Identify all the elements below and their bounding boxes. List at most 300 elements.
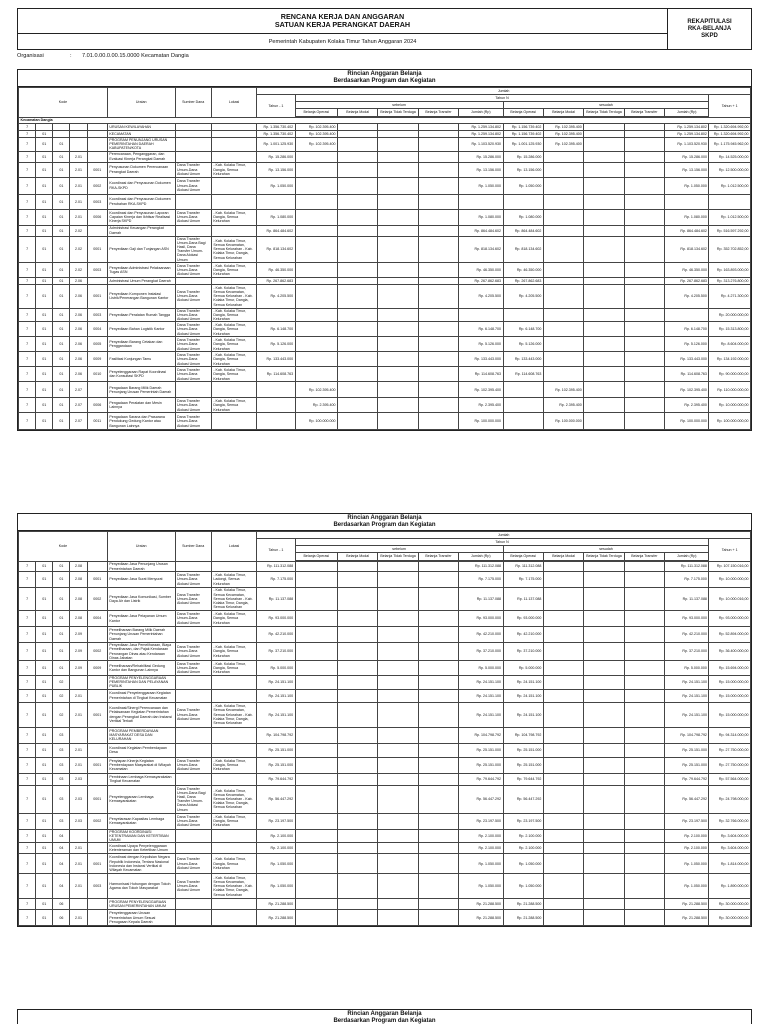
cell-belanja-modal bbox=[338, 757, 378, 773]
cell-kode-3: 04 bbox=[53, 874, 70, 899]
cell-belanja-transfer bbox=[418, 162, 458, 177]
cell-belanja-operasi-sesudah: Rp. 42.210.000 bbox=[503, 627, 543, 643]
cell-belanja-transfer bbox=[418, 236, 458, 262]
cell-kode-4: 2.01 bbox=[70, 854, 87, 874]
cell-sumber-dana bbox=[175, 277, 211, 284]
cell-kode-3: 01 bbox=[53, 277, 70, 284]
cell-tahun-plus1: Rp. 3.604.000,00 bbox=[709, 829, 751, 843]
col-tahun-min1: Tahun - 1 bbox=[257, 95, 295, 118]
col-jumlah-rp-sesudah: Jumlah (Rp) bbox=[665, 109, 709, 117]
cell-belanja-operasi bbox=[295, 899, 337, 910]
cell-belanja-modal-sesudah bbox=[543, 177, 583, 194]
cell-belanja-transfer bbox=[418, 676, 458, 690]
cell-belanja-operasi-sesudah: Rp. 7.175.000 bbox=[503, 572, 543, 588]
cell-belanja-transfer bbox=[418, 225, 458, 236]
cell-belanja-modal-sesudah bbox=[543, 572, 583, 588]
col-jumlah: Jumlah bbox=[257, 88, 751, 95]
cell-belanja-operasi-sesudah bbox=[503, 308, 543, 322]
cell-belanja-tidak-terduga bbox=[378, 757, 418, 773]
cell-uraian: Fasilitasi Kunjungan Tamu bbox=[107, 352, 175, 367]
group-label: Kecamatan Dangia bbox=[19, 118, 751, 124]
cell-jumlah-rp-sesudah: Rp. 79.644.792 bbox=[665, 773, 709, 785]
cell-belanja-operasi bbox=[295, 562, 337, 572]
cell-tahun-min1: Rp. 79.644.792 bbox=[257, 773, 295, 785]
cell-belanja-transfer-sesudah bbox=[624, 177, 664, 194]
cell-kode-2: 01 bbox=[36, 209, 53, 225]
cell-belanja-tidak-terduga-sesudah bbox=[584, 702, 624, 727]
table-row bbox=[19, 874, 751, 899]
cell-tahun-plus1: Rp. 110.000.000,00 bbox=[709, 382, 751, 398]
cell-kode-2: 01 bbox=[36, 854, 53, 874]
col-sesudah: sesudah bbox=[503, 102, 709, 109]
cell-kode-1: 7 bbox=[19, 284, 36, 308]
cell-kode-3: 01 bbox=[53, 661, 70, 676]
cell-belanja-modal bbox=[338, 225, 378, 236]
col-sesudah: sesudah bbox=[503, 546, 709, 553]
cell-jumlah-rp-sesudah: Rp. 21.288.500 bbox=[665, 910, 709, 926]
cell-tahun-plus1: Rp. 15.313.800,00 bbox=[709, 322, 751, 337]
cell-kode-5: 0003 bbox=[87, 874, 107, 899]
cell-kode-5 bbox=[87, 676, 107, 690]
cell-tahun-plus1: Rp. 36.400.000,00 bbox=[709, 643, 751, 661]
cell-kode-1: 7 bbox=[19, 151, 36, 162]
table-row bbox=[19, 627, 751, 643]
cell-tahun-min1: Rp. 23.197.500 bbox=[257, 813, 295, 829]
header-subtitle: Pemerintah Kabupaten Kolaka Timur Tahun Anggaran 2024 bbox=[268, 38, 417, 45]
cell-kode-2: 01 bbox=[36, 131, 53, 138]
cell-kode-2: 01 bbox=[36, 727, 53, 743]
cell-kode-2: 01 bbox=[36, 284, 53, 308]
table-row bbox=[19, 413, 751, 430]
cell-tahun-plus1: Rp. 30.000.000,00 bbox=[709, 899, 751, 910]
cell-kode-2: 01 bbox=[36, 367, 53, 382]
cell-jumlah-rp: Rp. 1.259.134.802 bbox=[459, 131, 503, 138]
col-belanja-transfer: Belanja Transfer bbox=[418, 109, 458, 117]
cell-jumlah-rp-sesudah: Rp. 100.000.000 bbox=[665, 413, 709, 430]
cell-belanja-transfer-sesudah bbox=[624, 643, 664, 661]
cell-tahun-plus1: Rp. 52.894.000,00 bbox=[709, 627, 751, 643]
cell-belanja-tidak-terduga bbox=[378, 413, 418, 430]
cell-lokasi: - Kab. Kolaka Timur, Dangia, Semua Kelurahan bbox=[211, 813, 256, 829]
cell-kode-2: 01 bbox=[36, 813, 53, 829]
cell-belanja-tidak-terduga-sesudah bbox=[584, 874, 624, 899]
cell-lokasi: - Kab. Kolaka Timur, Dangia, Semua Kelurahan bbox=[211, 209, 256, 225]
cell-belanja-tidak-terduga-sesudah bbox=[584, 757, 624, 773]
header-title-line-2: SATUAN KERJA PERANGKAT DAERAH bbox=[274, 20, 411, 29]
cell-jumlah-rp: Rp. 2.100.000 bbox=[459, 829, 503, 843]
cell-belanja-transfer-sesudah bbox=[624, 773, 664, 785]
col-belanja-tidak-terduga: Belanja Tidak Terduga bbox=[378, 109, 418, 117]
col-tahun-plus1: Tahun + 1 bbox=[709, 95, 751, 118]
cell-kode-1: 7 bbox=[19, 413, 36, 430]
cell-kode-3: 03 bbox=[53, 727, 70, 743]
cell-belanja-tidak-terduga-sesudah bbox=[584, 209, 624, 225]
cell-kode-1: 7 bbox=[19, 322, 36, 337]
cell-jumlah-rp: Rp. 1.050.000 bbox=[459, 854, 503, 874]
cell-belanja-operasi-sesudah: Rp. 21.288.500 bbox=[503, 910, 543, 926]
cell-belanja-tidak-terduga bbox=[378, 813, 418, 829]
cell-belanja-modal bbox=[338, 689, 378, 702]
cell-lokasi bbox=[211, 689, 256, 702]
cell-belanja-operasi-sesudah: Rp. 6.148.700 bbox=[503, 322, 543, 337]
cell-tahun-min1: Rp. 2.100.000 bbox=[257, 829, 295, 843]
cell-jumlah-rp-sesudah: Rp. 15.286.000 bbox=[665, 151, 709, 162]
cell-belanja-transfer-sesudah bbox=[624, 676, 664, 690]
cell-belanja-operasi-sesudah: Rp. 2.100.000 bbox=[503, 843, 543, 854]
cell-jumlah-rp: Rp. 2.395.400 bbox=[459, 398, 503, 413]
cell-uraian: Pemeliharaan Barang Milik Daerah Penunjang Urusan Pemerintahan Daerah bbox=[107, 627, 175, 643]
cell-belanja-operasi-sesudah: Rp. 114.608.763 bbox=[503, 367, 543, 382]
cell-kode-3: 02 bbox=[53, 702, 70, 727]
cell-kode-5: 0009 bbox=[87, 661, 107, 676]
cell-belanja-tidak-terduga bbox=[378, 151, 418, 162]
cell-kode-3: 01 bbox=[53, 611, 70, 627]
cell-belanja-transfer-sesudah bbox=[624, 308, 664, 322]
cell-belanja-modal-sesudah bbox=[543, 829, 583, 843]
cell-belanja-tidak-terduga-sesudah bbox=[584, 367, 624, 382]
cell-kode-3: 01 bbox=[53, 177, 70, 194]
cell-belanja-modal bbox=[338, 910, 378, 926]
cell-tahun-plus1: Rp. 93.000.000,00 bbox=[709, 611, 751, 627]
cell-tahun-min1: Rp. 24.151.100 bbox=[257, 702, 295, 727]
cell-tahun-plus1: Rp. 1.814.000,00 bbox=[709, 854, 751, 874]
cell-jumlah-rp-sesudah: Rp. 1.050.000 bbox=[665, 874, 709, 899]
cell-kode-3: 01 bbox=[53, 398, 70, 413]
cell-belanja-modal-sesudah bbox=[543, 337, 583, 352]
cell-jumlah-rp: Rp. 37.210.000 bbox=[459, 643, 503, 661]
table-row bbox=[19, 262, 751, 277]
cell-jumlah-rp-sesudah: Rp. 93.000.000 bbox=[665, 611, 709, 627]
cell-belanja-transfer bbox=[418, 367, 458, 382]
cell-kode-4 bbox=[70, 131, 87, 138]
cell-lokasi bbox=[211, 676, 256, 690]
cell-kode-4: 2.01 bbox=[70, 757, 87, 773]
cell-lokasi bbox=[211, 829, 256, 843]
col-belanja-tidak-terduga-sesudah: Belanja Tidak Terduga bbox=[584, 553, 624, 561]
cell-tahun-min1: Rp. 5.000.000 bbox=[257, 661, 295, 676]
cell-uraian: Koordinasi Kegiatan Pemberdayaan Desa bbox=[107, 743, 175, 757]
cell-sumber-dana bbox=[175, 829, 211, 843]
cell-kode-3: 01 bbox=[53, 382, 70, 398]
cell-belanja-modal bbox=[338, 773, 378, 785]
cell-kode-3: 06 bbox=[53, 899, 70, 910]
cell-kode-4: 2.09 bbox=[70, 627, 87, 643]
cell-kode-4: 2.01 bbox=[70, 151, 87, 162]
cell-belanja-tidak-terduga bbox=[378, 727, 418, 743]
cell-tahun-plus1: Rp. 134.192.000,00 bbox=[709, 352, 751, 367]
cell-sumber-dana: Dana Transfer Umum-Dana Alokasi Umum bbox=[175, 643, 211, 661]
cell-jumlah-rp-sesudah: Rp. 102.395.400 bbox=[665, 382, 709, 398]
table-row bbox=[19, 308, 751, 322]
cell-belanja-modal bbox=[338, 874, 378, 899]
cell-belanja-tidak-terduga bbox=[378, 124, 418, 131]
cell-belanja-tidak-terduga-sesudah bbox=[584, 899, 624, 910]
cell-belanja-modal bbox=[338, 702, 378, 727]
table-row bbox=[19, 843, 751, 854]
cell-belanja-operasi-sesudah: Rp. 24.151.100 bbox=[503, 676, 543, 690]
table-row bbox=[19, 398, 751, 413]
cell-belanja-transfer bbox=[418, 910, 458, 926]
section-title bbox=[18, 514, 751, 531]
cell-tahun-min1: Rp. 1.050.000 bbox=[257, 874, 295, 899]
cell-belanja-operasi bbox=[295, 643, 337, 661]
cell-tahun-plus1: Rp. 15.694.000,00 bbox=[709, 661, 751, 676]
cell-tahun-plus1: Rp. 27.750.000,00 bbox=[709, 743, 751, 757]
cell-kode-2: 01 bbox=[36, 413, 53, 430]
cell-kode-4 bbox=[70, 899, 87, 910]
cell-belanja-modal bbox=[338, 308, 378, 322]
cell-belanja-modal-sesudah bbox=[543, 236, 583, 262]
cell-belanja-transfer-sesudah bbox=[624, 689, 664, 702]
cell-kode-5: 0009 bbox=[87, 352, 107, 367]
cell-belanja-modal-sesudah bbox=[543, 676, 583, 690]
cell-belanja-tidak-terduga-sesudah bbox=[584, 413, 624, 430]
cell-kode-1: 7 bbox=[19, 702, 36, 727]
cell-kode-2: 01 bbox=[36, 785, 53, 813]
cell-sumber-dana: Dana Transfer Umum-Dana Alokasi Umum bbox=[175, 262, 211, 277]
cell-kode-1: 7 bbox=[19, 661, 36, 676]
cell-belanja-tidak-terduga-sesudah bbox=[584, 277, 624, 284]
table-row bbox=[19, 367, 751, 382]
cell-belanja-modal-sesudah bbox=[543, 277, 583, 284]
cell-belanja-operasi-sesudah: Rp. 79.644.792 bbox=[503, 773, 543, 785]
cell-tahun-min1: Rp. 24.151.100 bbox=[257, 676, 295, 690]
cell-kode-3: 01 bbox=[53, 322, 70, 337]
table-row bbox=[19, 236, 751, 262]
cell-belanja-modal-sesudah bbox=[543, 588, 583, 611]
cell-belanja-modal bbox=[338, 194, 378, 209]
cell-kode-3: 03 bbox=[53, 773, 70, 785]
cell-kode-1: 7 bbox=[19, 643, 36, 661]
cell-belanja-operasi-sesudah: Rp. 818.134.602 bbox=[503, 236, 543, 262]
cell-kode-2: 01 bbox=[36, 138, 53, 152]
cell-jumlah-rp-sesudah bbox=[665, 194, 709, 209]
cell-kode-5 bbox=[87, 124, 107, 131]
cell-belanja-modal-sesudah bbox=[543, 209, 583, 225]
organisasi-value: 7.01.0.00.0.00.15.0000 Kecamatan Dangia bbox=[82, 53, 189, 59]
cell-tahun-plus1: Rp. 3.604.000,00 bbox=[709, 843, 751, 854]
cell-kode-3: 01 bbox=[53, 236, 70, 262]
cell-belanja-transfer-sesudah bbox=[624, 162, 664, 177]
cell-belanja-tidak-terduga bbox=[378, 225, 418, 236]
cell-belanja-modal-sesudah: Rp. 100.000.000 bbox=[543, 413, 583, 430]
cell-uraian: Koordinasi Upaya Penyelenggaraan Ketenteraman dan Ketertiban Umum bbox=[107, 843, 175, 854]
cell-lokasi bbox=[211, 413, 256, 430]
cell-belanja-tidak-terduga-sesudah bbox=[584, 562, 624, 572]
cell-belanja-operasi-sesudah: Rp. 15.286.000 bbox=[503, 151, 543, 162]
cell-tahun-plus1: Rp. 90.000.000,00 bbox=[709, 367, 751, 382]
cell-belanja-modal bbox=[338, 284, 378, 308]
cell-kode-5 bbox=[87, 829, 107, 843]
cell-belanja-tidak-terduga-sesudah bbox=[584, 843, 624, 854]
table-row bbox=[19, 209, 751, 225]
cell-uraian: Pengadaan Barang Milik Daerah Penunjang Urusan Pemerintah Daerah bbox=[107, 382, 175, 398]
cell-lokasi: - Kab. Kolaka Timur, Dangia, Semua Kelurahan bbox=[211, 611, 256, 627]
cell-belanja-modal bbox=[338, 124, 378, 131]
cell-kode-2: 01 bbox=[36, 829, 53, 843]
cell-belanja-transfer bbox=[418, 131, 458, 138]
cell-belanja-modal bbox=[338, 352, 378, 367]
cell-belanja-tidak-terduga bbox=[378, 562, 418, 572]
cell-belanja-modal-sesudah bbox=[543, 562, 583, 572]
section-title bbox=[18, 1010, 751, 1024]
cell-jumlah-rp-sesudah: Rp. 24.151.100 bbox=[665, 676, 709, 690]
cell-jumlah-rp: Rp. 5.000.000 bbox=[459, 661, 503, 676]
cell-belanja-transfer-sesudah bbox=[624, 785, 664, 813]
cell-belanja-transfer-sesudah bbox=[624, 572, 664, 588]
cell-jumlah-rp: Rp. 42.210.000 bbox=[459, 627, 503, 643]
cell-kode-3: 01 bbox=[53, 225, 70, 236]
cell-jumlah-rp-sesudah: Rp. 6.148.700 bbox=[665, 322, 709, 337]
cell-tahun-plus1: Rp. 4.271.300,00 bbox=[709, 284, 751, 308]
cell-lokasi: - Kab. Kolaka Timur, Dangia, Semua Kelurahan bbox=[211, 757, 256, 773]
cell-uraian: Penyediaan Jasa Pelayanan Umum Kantor bbox=[107, 611, 175, 627]
cell-sumber-dana: Dana Transfer Umum-Dana Alokasi Umum bbox=[175, 813, 211, 829]
table-row bbox=[19, 277, 751, 284]
cell-kode-2: 01 bbox=[36, 676, 53, 690]
cell-belanja-operasi bbox=[295, 151, 337, 162]
cell-belanja-transfer-sesudah bbox=[624, 727, 664, 743]
cell-lokasi: - Kab. Kolaka Timur, Dangia, Semua Kelurahan bbox=[211, 308, 256, 322]
cell-lokasi bbox=[211, 177, 256, 194]
cell-sumber-dana bbox=[175, 562, 211, 572]
table-row bbox=[19, 689, 751, 702]
cell-kode-1: 7 bbox=[19, 398, 36, 413]
cell-tahun-min1: Rp. 2.100.000 bbox=[257, 843, 295, 854]
cell-belanja-operasi bbox=[295, 785, 337, 813]
cell-jumlah-rp: Rp. 1.259.134.802 bbox=[459, 124, 503, 131]
cell-sumber-dana: Dana Transfer Umum-Dana Alokasi Umum bbox=[175, 177, 211, 194]
cell-belanja-operasi-sesudah: Rp. 5.126.000 bbox=[503, 337, 543, 352]
cell-tahun-plus1: Rp. 94.314.000,00 bbox=[709, 727, 751, 743]
cell-belanja-modal-sesudah: Rp. 2.395.400 bbox=[543, 398, 583, 413]
cell-kode-1: 7 bbox=[19, 627, 36, 643]
col-lokasi: Lokasi bbox=[211, 532, 256, 562]
cell-belanja-transfer bbox=[418, 689, 458, 702]
cell-jumlah-rp bbox=[459, 194, 503, 209]
cell-kode-1: 7 bbox=[19, 813, 36, 829]
cell-sumber-dana: Dana Transfer Umum-Dana Alokasi Umum bbox=[175, 322, 211, 337]
cell-belanja-operasi-sesudah: Rp. 864.484.602 bbox=[503, 225, 543, 236]
cell-tahun-plus1: Rp. 516.597.292,00 bbox=[709, 225, 751, 236]
cell-belanja-tidak-terduga-sesudah bbox=[584, 177, 624, 194]
cell-tahun-min1: Rp. 1.356.730.402 bbox=[257, 124, 295, 131]
cell-kode-5: 0001 bbox=[87, 785, 107, 813]
table-row bbox=[19, 661, 751, 676]
cell-tahun-min1: Rp. 1.356.730.402 bbox=[257, 131, 295, 138]
table-row bbox=[19, 702, 751, 727]
cell-uraian: Penyediaan Jasa Penunjang Urusan Pemerintahan Daerah bbox=[107, 562, 175, 572]
cell-kode-1: 7 bbox=[19, 773, 36, 785]
cell-lokasi bbox=[211, 124, 256, 131]
cell-belanja-operasi-sesudah: Rp. 1.001.125.930 bbox=[503, 138, 543, 152]
cell-kode-4: 2.08 bbox=[70, 562, 87, 572]
cell-belanja-operasi-sesudah bbox=[503, 413, 543, 430]
cell-belanja-modal bbox=[338, 131, 378, 138]
cell-belanja-operasi bbox=[295, 367, 337, 382]
cell-belanja-operasi bbox=[295, 284, 337, 308]
cell-belanja-transfer-sesudah bbox=[624, 562, 664, 572]
cell-kode-1: 7 bbox=[19, 124, 36, 131]
cell-belanja-modal bbox=[338, 177, 378, 194]
cell-belanja-operasi bbox=[295, 773, 337, 785]
col-kode: Kode bbox=[19, 88, 108, 118]
cell-sumber-dana: Dana Transfer Umum-Dana Alokasi Umum bbox=[175, 308, 211, 322]
cell-kode-1: 7 bbox=[19, 899, 36, 910]
cell-belanja-modal bbox=[338, 843, 378, 854]
cell-jumlah-rp-sesudah: Rp. 818.134.602 bbox=[665, 236, 709, 262]
cell-kode-1: 7 bbox=[19, 611, 36, 627]
table-row bbox=[19, 194, 751, 209]
cell-sumber-dana: Dana Transfer Umum-Dana Alokasi Umum bbox=[175, 572, 211, 588]
cell-belanja-operasi bbox=[295, 352, 337, 367]
cell-tahun-plus1: Rp. 32.766.000,00 bbox=[709, 813, 751, 829]
cell-sumber-dana: Dana Transfer Umum-Dana Alokasi Umum bbox=[175, 209, 211, 225]
cell-belanja-tidak-terduga-sesudah bbox=[584, 162, 624, 177]
cell-belanja-modal bbox=[338, 322, 378, 337]
col-kode: Kode bbox=[19, 532, 108, 562]
cell-kode-3 bbox=[53, 124, 70, 131]
cell-belanja-transfer-sesudah bbox=[624, 151, 664, 162]
cell-kode-1: 7 bbox=[19, 367, 36, 382]
cell-belanja-transfer-sesudah bbox=[624, 829, 664, 843]
header-form-code bbox=[667, 9, 751, 49]
cell-tahun-plus1: Rp. 15.000.000,00 bbox=[709, 689, 751, 702]
cell-kode-5: 0001 bbox=[87, 284, 107, 308]
cell-jumlah-rp: Rp. 4.205.500 bbox=[459, 284, 503, 308]
cell-tahun-min1 bbox=[257, 413, 295, 430]
cell-tahun-plus1: Rp. 100.000.000,00 bbox=[709, 413, 751, 430]
cell-sumber-dana: Dana Transfer Umum-Dana Alokasi Umum bbox=[175, 413, 211, 430]
cell-lokasi bbox=[211, 382, 256, 398]
cell-belanja-operasi-sesudah: Rp. 1.080.000 bbox=[503, 209, 543, 225]
cell-belanja-tidak-terduga bbox=[378, 398, 418, 413]
cell-kode-4: 2.01 bbox=[70, 743, 87, 757]
cell-tahun-min1: Rp. 46.350.000 bbox=[257, 262, 295, 277]
cell-sumber-dana: Dana Transfer Umum-Dana Bagi Hasil, Dana Transfer Umum-Dana Alokasi Umum bbox=[175, 785, 211, 813]
cell-belanja-transfer bbox=[418, 854, 458, 874]
cell-belanja-tidak-terduga-sesudah bbox=[584, 727, 624, 743]
cell-belanja-transfer-sesudah bbox=[624, 854, 664, 874]
cell-belanja-tidak-terduga bbox=[378, 843, 418, 854]
cell-belanja-tidak-terduga-sesudah bbox=[584, 398, 624, 413]
cell-jumlah-rp-sesudah: Rp. 267.862.683 bbox=[665, 277, 709, 284]
cell-kode-5: 0003 bbox=[87, 194, 107, 209]
cell-belanja-transfer bbox=[418, 308, 458, 322]
cell-belanja-modal-sesudah bbox=[543, 910, 583, 926]
table-row bbox=[19, 910, 751, 926]
cell-belanja-operasi bbox=[295, 627, 337, 643]
col-sumber-dana: Sumber Dana bbox=[175, 532, 211, 562]
cell-kode-3: 03 bbox=[53, 813, 70, 829]
cell-belanja-tidak-terduga bbox=[378, 611, 418, 627]
cell-tahun-plus1: Rp. 163.893.000,00 bbox=[709, 262, 751, 277]
cell-belanja-transfer-sesudah bbox=[624, 627, 664, 643]
cell-jumlah-rp-sesudah: Rp. 11.137.088 bbox=[665, 588, 709, 611]
cell-belanja-transfer-sesudah bbox=[624, 588, 664, 611]
cell-lokasi: - Kab. Kolaka Timur, Semua Kecamatan, Semua Kelurahan - Kab. Kolaka Timur, Dangia, Semua Kelurahan bbox=[211, 874, 256, 899]
cell-kode-2: 01 bbox=[36, 843, 53, 854]
cell-uraian: Pengadaan Sarana dan Prasarana Pendukung Gedung Kantor atau Bangunan Lainnya bbox=[107, 413, 175, 430]
cell-uraian: Penyelenggaraan Rapat Koordinasi dan Konsultasi SKPD bbox=[107, 367, 175, 382]
cell-belanja-tidak-terduga-sesudah bbox=[584, 151, 624, 162]
cell-belanja-modal-sesudah bbox=[543, 773, 583, 785]
cell-tahun-min1: Rp. 24.151.100 bbox=[257, 689, 295, 702]
cell-belanja-operasi bbox=[295, 843, 337, 854]
cell-belanja-tidak-terduga bbox=[378, 910, 418, 926]
cell-lokasi: - Kab. Kolaka Timur, Dangia, Semua Kelurahan bbox=[211, 352, 256, 367]
cell-belanja-transfer-sesudah bbox=[624, 124, 664, 131]
